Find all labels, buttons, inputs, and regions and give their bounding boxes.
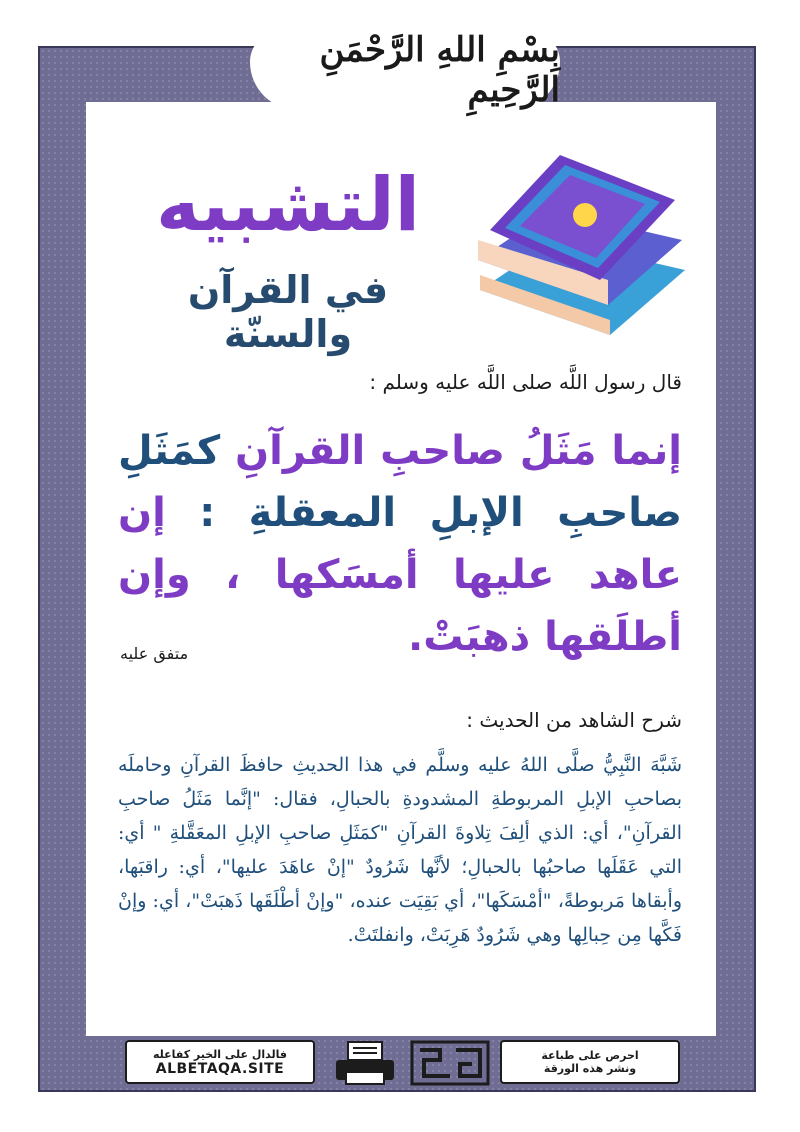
footer-site-link[interactable]: ALBETAQA.SITE (155, 1060, 285, 1077)
hadith-part-2: كمَثَلِ صاحبِ الإبلِ المعقلةِ : (118, 428, 682, 536)
logo-icon (410, 1040, 490, 1086)
hadith-text (118, 420, 682, 668)
explanation-body: شَبَّهَ النَّبِيُّ صلَّى اللهُ عليه وسلَّم في هذا الحديثِ حافظَ القرآنِ وحاملَه بصاحبِ الإبلِ المربوطةِ المشدودةِ بالحبالِ، فقال: "إنَّما مَثَلُ صاحبِ القرآنِ"، أي: الذي ألِفَ تِلاوةَ القرآنِ "كمَثَلِ صاحبِ الإبلِ المعَقَّلةِ " أي: التي عَقَلَها صاحبُها بالحبالِ؛ لأنَّها شَرُودٌ "إنْ عاهَدَ عليها"، أي: راقبَها، وأبقاها مَربوطةً، "أمْسَكَها"، أي بَقِيَت عنده، "وإنْ أطْلَقَها ذَهبَتْ"، أي: وإنْ فَكَّها مِن حِبالِها وهي شَرُودٌ هَرِبَتْ، وانفلتَتْ. (118, 754, 682, 946)
footer-print-line1: احرص على طباعة (541, 1049, 639, 1062)
explanation-heading: شرح الشاهد من الحديث : (466, 708, 682, 732)
footer (125, 1040, 680, 1088)
hadith-part-3: إن عاهد عليها أمسَكها ، وإن أطلَقها ذهبَتْ. (118, 490, 682, 660)
hadith-source: متفق عليه (120, 644, 189, 663)
footer-site-box (125, 1040, 315, 1084)
printer-icon (330, 1040, 400, 1086)
book-stack-icon (460, 140, 690, 340)
footer-motto: فالدال على الخير كفاعله (152, 1047, 288, 1061)
hadith-part-1: إنما مَثَلُ صاحبِ القرآنِ (234, 428, 682, 474)
page-subtitle: في القرآن والسنّة (187, 268, 389, 356)
page-title: التشبيه (156, 162, 420, 248)
footer-print-line2: ونشر هذه الورقة (543, 1062, 637, 1075)
hadith-intro: قال رسول اللَّه صلى اللَّه عليه وسلم : (369, 370, 682, 394)
footer-print-box (500, 1040, 680, 1084)
basmala-calligraphy: بِسْمِ اللهِ الرَّحْمَنِ الرَّحِيمِ (250, 30, 560, 110)
